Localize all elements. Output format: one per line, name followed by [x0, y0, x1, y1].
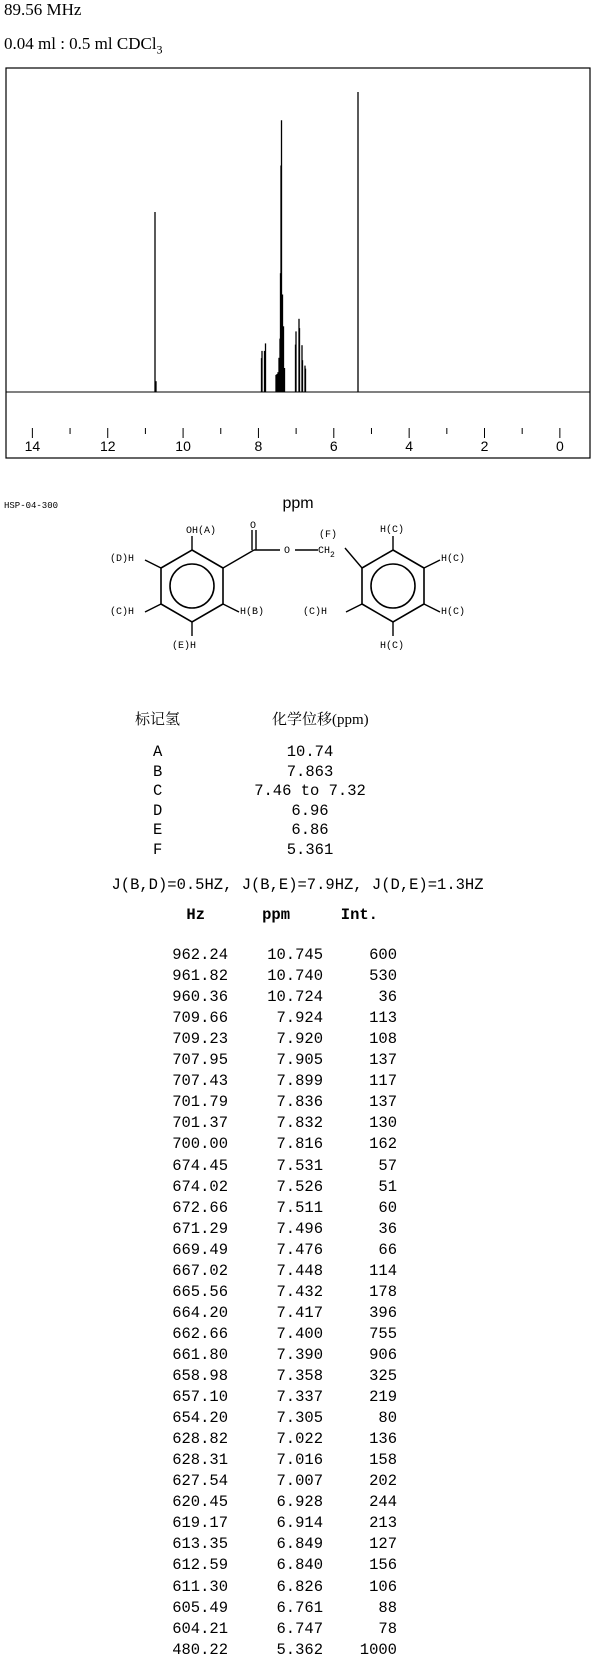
peak-intensity: 156 — [369, 1556, 397, 1575]
assignment-label: B — [153, 762, 163, 781]
peak-table-row — [0, 967, 595, 988]
label-carbonyl-o: O — [250, 521, 257, 532]
peak-ppm: 7.905 — [276, 1051, 323, 1070]
x-axis-ticks — [25, 428, 564, 454]
peak-ppm: 7.022 — [276, 1430, 323, 1449]
peak-ppm: 7.526 — [276, 1177, 323, 1196]
peak-intensity: 600 — [369, 946, 397, 964]
peak-hz: 671.29 — [172, 1219, 228, 1238]
peak-table-row — [0, 1514, 595, 1535]
peak-hz: 701.37 — [172, 1114, 228, 1133]
peak-ppm: 7.358 — [276, 1367, 323, 1385]
assignment-shift: 5.361 — [286, 840, 334, 859]
label-oh-a: OH(A) — [186, 526, 217, 537]
peak-intensity: 325 — [369, 1367, 397, 1385]
assignment-shift: 7.863 — [286, 762, 334, 781]
peak-intensity: 36 — [378, 988, 397, 1007]
peak-table-row — [0, 1367, 595, 1388]
peak-intensity: 60 — [378, 1198, 397, 1217]
assignment-row — [0, 743, 595, 763]
peak-ppm: 7.448 — [276, 1261, 323, 1280]
peak-table-row — [0, 1620, 595, 1641]
peak-intensity: 755 — [369, 1324, 397, 1343]
peak-table-row — [0, 1535, 595, 1556]
peak-table-row — [0, 1157, 595, 1178]
peak-intensity: 66 — [378, 1240, 397, 1259]
spectrum-id: HSP-04-300 — [4, 501, 59, 511]
peak-table-row — [0, 1409, 595, 1430]
label-h-c-top: H(C) — [380, 525, 405, 536]
peak-table-row — [0, 1346, 595, 1367]
peak-hz: 627.54 — [172, 1472, 228, 1491]
peak-intensity: 162 — [369, 1135, 397, 1154]
peak-intensity: 396 — [369, 1303, 397, 1322]
assignment-shift: 6.96 — [291, 801, 329, 820]
peak-intensity: 117 — [369, 1072, 397, 1091]
peak-hz: 669.49 — [172, 1240, 228, 1259]
peak-hz: 654.20 — [172, 1409, 228, 1428]
peak-ppm: 7.924 — [276, 1009, 323, 1028]
peak-table-row — [0, 1599, 595, 1620]
peak-intensity: 78 — [378, 1619, 397, 1638]
peak-ppm: 7.305 — [276, 1409, 323, 1428]
peak-hz: 674.02 — [172, 1177, 228, 1196]
assignment-shift: 7.46 to 7.32 — [254, 782, 366, 800]
assignment-col-shift: 化学位移(ppm) — [272, 712, 369, 728]
peak-table-row — [0, 988, 595, 1009]
peak-intensity: 88 — [378, 1598, 397, 1617]
assignment-row — [0, 763, 595, 783]
label-h-c-right2: H(C) — [441, 607, 466, 618]
peak-table-header: Hz — [186, 906, 205, 924]
peak-intensity: 178 — [369, 1282, 397, 1301]
peak-hz: 620.45 — [172, 1493, 228, 1512]
peak-ppm: 7.417 — [276, 1303, 323, 1322]
peak-ppm: 6.914 — [276, 1514, 323, 1533]
peak-ppm: 6.761 — [276, 1598, 323, 1617]
peak-intensity: 127 — [369, 1535, 397, 1554]
peak-hz: 619.17 — [172, 1514, 228, 1533]
peak-hz: 658.98 — [172, 1367, 228, 1385]
label-h-c-left: (C)H — [110, 607, 135, 618]
peak-ppm: 6.826 — [276, 1577, 323, 1596]
assignment-shift: 6.86 — [291, 821, 329, 839]
peak-hz: 605.49 — [172, 1598, 228, 1617]
peak-ppm: 7.432 — [276, 1282, 323, 1301]
peak-ppm: 7.899 — [276, 1072, 323, 1091]
x-tick-label: 12 — [99, 438, 116, 454]
peak-ppm: 7.920 — [276, 1030, 323, 1049]
peak-intensity: 106 — [369, 1577, 397, 1596]
x-tick-label: 6 — [329, 438, 338, 454]
peak-intensity: 57 — [378, 1156, 397, 1175]
peak-hz: 628.82 — [172, 1430, 228, 1449]
peak-table-row — [0, 1135, 595, 1156]
assignment-label: D — [153, 801, 163, 820]
peak-intensity: 219 — [369, 1388, 397, 1407]
spectrometer-frequency: 89.56 MHz — [4, 0, 82, 19]
peak-intensity: 36 — [378, 1219, 397, 1238]
peak-ppm: 10.745 — [267, 946, 323, 964]
peak-table-row — [0, 1430, 595, 1451]
peak-intensity: 1000 — [359, 1640, 397, 1659]
peak-intensity: 202 — [369, 1472, 397, 1491]
peak-hz: 628.31 — [172, 1451, 228, 1470]
peak-table-row — [0, 1493, 595, 1514]
peak-intensity: 530 — [369, 967, 397, 986]
peak-intensity: 158 — [369, 1451, 397, 1470]
peak-table-row — [0, 1072, 595, 1093]
x-tick-label: 8 — [254, 438, 263, 454]
x-tick-label: 14 — [24, 438, 41, 454]
peak-ppm: 7.531 — [276, 1156, 323, 1175]
peak-hz: 480.22 — [172, 1640, 228, 1659]
peak-ppm: 7.390 — [276, 1345, 323, 1364]
peak-hz: 664.20 — [172, 1303, 228, 1322]
peak-intensity: 114 — [369, 1261, 397, 1280]
plot-frame — [6, 68, 590, 458]
assignment-row — [0, 821, 595, 841]
peak-hz: 662.66 — [172, 1324, 228, 1343]
peak-table-row — [0, 1556, 595, 1577]
peak-hz: 665.56 — [172, 1282, 228, 1301]
aromatic-circle-right — [371, 564, 415, 608]
peak-ppm: 7.836 — [276, 1093, 323, 1112]
peak-table-row — [0, 1472, 595, 1493]
peak-table-row — [0, 1325, 595, 1346]
sample-description — [4, 34, 163, 59]
peak-intensity: 136 — [369, 1430, 397, 1449]
assignment-col-label: 标记氢 — [135, 712, 181, 728]
peak-intensity: 80 — [378, 1409, 397, 1428]
peak-ppm: 6.928 — [276, 1493, 323, 1512]
peak-ppm: 10.724 — [267, 988, 323, 1007]
x-tick-label: 10 — [175, 438, 191, 454]
peak-table-row — [0, 1009, 595, 1030]
peak-intensity: 137 — [369, 1051, 397, 1070]
sample-subscript: 3 — [156, 42, 163, 57]
coupling-constants: J(B,D)=0.5HZ, J(B,E)=7.9HZ, J(D,E)=1.3HZ — [111, 876, 484, 894]
peak-hz: 701.79 — [172, 1093, 228, 1112]
peak-hz: 700.00 — [172, 1135, 228, 1154]
peak-hz: 657.10 — [172, 1388, 228, 1407]
assignment-label: A — [153, 743, 163, 761]
peak-table-row — [0, 1641, 595, 1662]
peak-hz: 960.36 — [172, 988, 228, 1007]
label-f: (F) — [319, 530, 338, 541]
assignment-row — [0, 782, 595, 802]
peak-hz: 707.43 — [172, 1072, 228, 1091]
peak-ppm: 7.400 — [276, 1324, 323, 1343]
peak-ppm: 10.740 — [267, 967, 323, 986]
peak-intensity: 113 — [369, 1009, 397, 1028]
peak-hz: 961.82 — [172, 967, 228, 986]
sample-text: 0.04 ml : 0.5 ml CDCl — [4, 34, 157, 53]
peak-ppm: 7.832 — [276, 1114, 323, 1133]
label-h-c-inner: (C)H — [303, 607, 328, 618]
x-tick-label: 2 — [480, 438, 489, 454]
peak-hz: 661.80 — [172, 1345, 228, 1364]
peak-table-header: Int. — [340, 906, 378, 924]
peak-table-row — [0, 1241, 595, 1262]
peak-intensity: 51 — [378, 1177, 397, 1196]
peak-ppm: 7.816 — [276, 1135, 323, 1154]
assignment-label: E — [153, 821, 163, 839]
peak-hz: 962.24 — [172, 946, 228, 964]
label-h-b: H(B) — [240, 607, 265, 618]
peak-table-row — [0, 1030, 595, 1051]
peak-ppm: 5.362 — [276, 1640, 323, 1659]
aromatic-circle-left — [170, 564, 214, 608]
peak-intensity: 108 — [369, 1030, 397, 1049]
peak-table-row — [0, 1051, 595, 1072]
peak-intensity: 130 — [369, 1114, 397, 1133]
label-h-c-right1: H(C) — [441, 554, 466, 565]
peak-hz: 612.59 — [172, 1556, 228, 1575]
label-h-c-bottom: H(C) — [380, 641, 405, 652]
peak-hz: 604.21 — [172, 1619, 228, 1638]
assignment-row — [0, 802, 595, 822]
peak-hz: 707.95 — [172, 1051, 228, 1070]
peak-hz: 672.66 — [172, 1198, 228, 1217]
peak-table-row — [0, 1283, 595, 1304]
peak-hz: 674.45 — [172, 1156, 228, 1175]
assignment-label: C — [153, 782, 163, 800]
peak-ppm: 7.007 — [276, 1472, 323, 1491]
peak-table-row — [0, 1114, 595, 1135]
peak-intensity: 137 — [369, 1093, 397, 1112]
peak-ppm: 7.016 — [276, 1451, 323, 1470]
peak-hz: 709.66 — [172, 1009, 228, 1028]
peak-hz: 667.02 — [172, 1261, 228, 1280]
label-h-e: (E)H — [172, 641, 197, 652]
peak-table-row — [0, 1388, 595, 1409]
peak-table-row — [0, 946, 595, 967]
spectrum-peaks — [155, 92, 358, 392]
label-h-d: (D)H — [110, 554, 135, 565]
peak-ppm: 6.849 — [276, 1535, 323, 1554]
molecule-structure — [0, 520, 595, 690]
peak-intensity: 213 — [369, 1514, 397, 1533]
assignment-header — [0, 708, 595, 728]
peak-intensity: 906 — [369, 1345, 397, 1364]
label-ester-o: O — [284, 546, 291, 557]
peak-table-row — [0, 1304, 595, 1325]
peak-ppm: 7.337 — [276, 1388, 323, 1407]
assignment-row — [0, 841, 595, 861]
assignment-label: F — [153, 840, 163, 859]
label-ch2: $CH_2$ — [318, 546, 335, 560]
peak-table-row — [0, 1451, 595, 1472]
peak-table-row — [0, 1178, 595, 1199]
peak-table-row — [0, 1220, 595, 1241]
peak-table-row — [0, 1262, 595, 1283]
peak-ppm: 7.511 — [276, 1198, 323, 1217]
nmr-spectrum-chart — [0, 66, 595, 516]
peak-table-row — [0, 1093, 595, 1114]
peak-table-row — [0, 1578, 595, 1599]
peak-hz: 613.35 — [172, 1535, 228, 1554]
peak-ppm: 7.476 — [276, 1240, 323, 1259]
assignment-shift: 10.74 — [286, 743, 334, 761]
peak-hz: 611.30 — [172, 1577, 228, 1596]
peak-table-row — [0, 1199, 595, 1220]
peak-hz: 709.23 — [172, 1030, 228, 1049]
peak-ppm: 6.840 — [276, 1556, 323, 1575]
x-tick-label: 4 — [405, 438, 414, 454]
peak-intensity: 244 — [369, 1493, 397, 1512]
x-axis-label: ppm — [282, 495, 314, 512]
peak-ppm: 6.747 — [276, 1619, 323, 1638]
peak-ppm: 7.496 — [276, 1219, 323, 1238]
peak-table-header: ppm — [262, 906, 290, 924]
x-tick-label: 0 — [555, 438, 564, 454]
